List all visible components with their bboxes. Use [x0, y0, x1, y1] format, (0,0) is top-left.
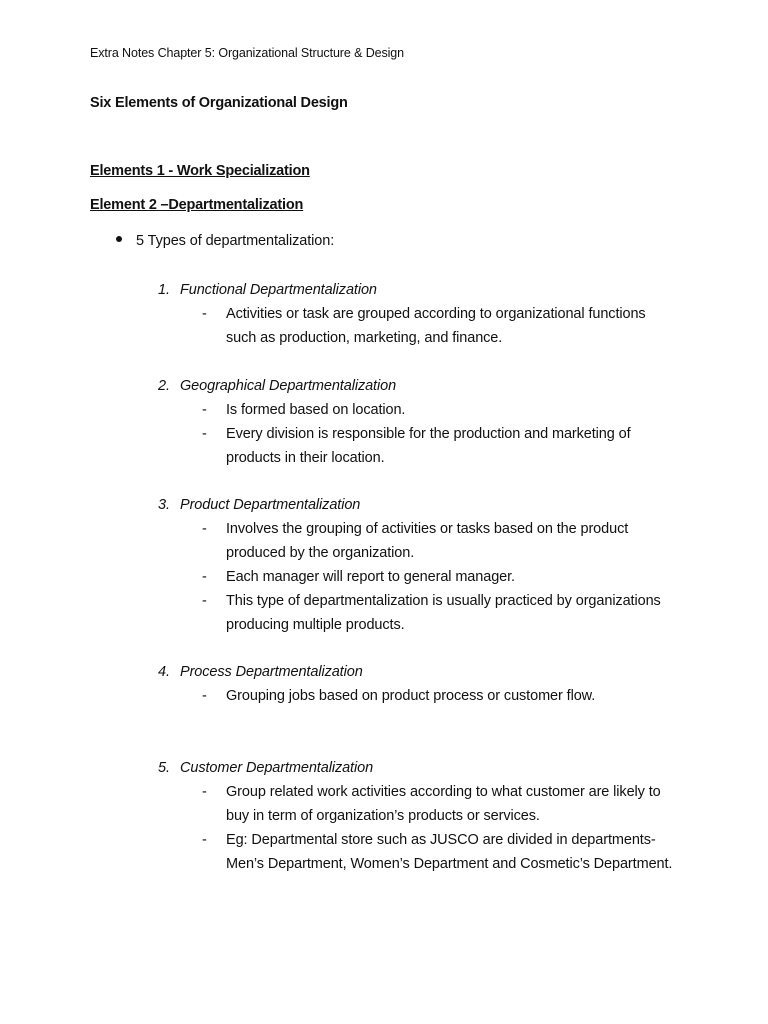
list-item-text: Involves the grouping of activities or tasks based on the product produced by the organization.	[226, 521, 629, 561]
type-number: 1.	[158, 282, 170, 298]
list-item-text: Eg: Departmental store such as JUSCO are divided in departments- Men’s Department, Women’s Department and Cosmetic’s Department.	[226, 832, 673, 872]
dash-marker: -	[202, 593, 207, 609]
dash-marker: -	[202, 784, 207, 800]
list-item	[158, 398, 676, 422]
list-item	[158, 302, 676, 350]
element-2-heading: Element 2 –Departmentalization	[90, 197, 304, 213]
type-title-text: Product Departmentalization	[180, 497, 361, 513]
list-item	[158, 684, 676, 708]
page-title: Six Elements of Organizational Design	[90, 95, 348, 111]
type-title-text: Functional Departmentalization	[180, 282, 377, 298]
type-number: 3.	[158, 497, 170, 513]
dash-marker: -	[202, 426, 207, 442]
list-item-text: Activities or task are grouped according to organizational functions such as production, marketing, and finance.	[226, 306, 646, 346]
bullet-text: 5 Types of departmentalization:	[136, 233, 335, 249]
bullet-item	[116, 233, 334, 249]
type-title	[158, 278, 698, 302]
dash-marker: -	[202, 402, 207, 418]
dash-marker: -	[202, 569, 207, 585]
type-number: 5.	[158, 760, 170, 776]
type-title	[158, 374, 698, 398]
type-item-list	[158, 302, 698, 350]
list-item-text: Grouping jobs based on product process or customer flow.	[226, 688, 596, 704]
list-item-text: Group related work activities according to what customer are likely to buy in term of organization’s products or services.	[226, 784, 661, 824]
type-item-list	[158, 517, 698, 637]
list-item	[158, 422, 676, 470]
dash-marker: -	[202, 306, 207, 322]
type-title	[158, 756, 698, 780]
type-number: 2.	[158, 378, 170, 394]
list-item-text: This type of departmentalization is usually practiced by organizations producing multiple products.	[226, 593, 661, 633]
list-item-text: Every division is responsible for the production and marketing of products in their location.	[226, 426, 631, 466]
dash-marker: -	[202, 521, 207, 537]
list-item	[158, 517, 676, 565]
list-item	[158, 780, 676, 828]
bullet-icon	[116, 236, 122, 242]
type-block-2	[158, 374, 698, 470]
dash-marker: -	[202, 688, 207, 704]
type-block-3	[158, 493, 698, 637]
type-block-1	[158, 278, 698, 350]
page-header: Extra Notes Chapter 5: Organizational Structure & Design	[90, 46, 404, 60]
type-item-list	[158, 780, 698, 876]
list-item	[158, 589, 676, 637]
list-item	[158, 565, 676, 589]
element-1-heading: Elements 1 - Work Specialization	[90, 163, 310, 179]
type-block-4	[158, 660, 698, 708]
type-block-5	[158, 756, 698, 876]
dash-marker: -	[202, 832, 207, 848]
type-title-text: Geographical Departmentalization	[180, 378, 397, 394]
type-item-list	[158, 398, 698, 470]
list-item-text: Is formed based on location.	[226, 402, 406, 418]
type-title	[158, 493, 698, 517]
list-item	[158, 828, 676, 876]
type-title-text: Process Departmentalization	[180, 664, 363, 680]
type-title-text: Customer Departmentalization	[180, 760, 374, 776]
list-item-text: Each manager will report to general manager.	[226, 569, 515, 585]
type-number: 4.	[158, 664, 170, 680]
type-title	[158, 660, 698, 684]
type-item-list	[158, 684, 698, 708]
